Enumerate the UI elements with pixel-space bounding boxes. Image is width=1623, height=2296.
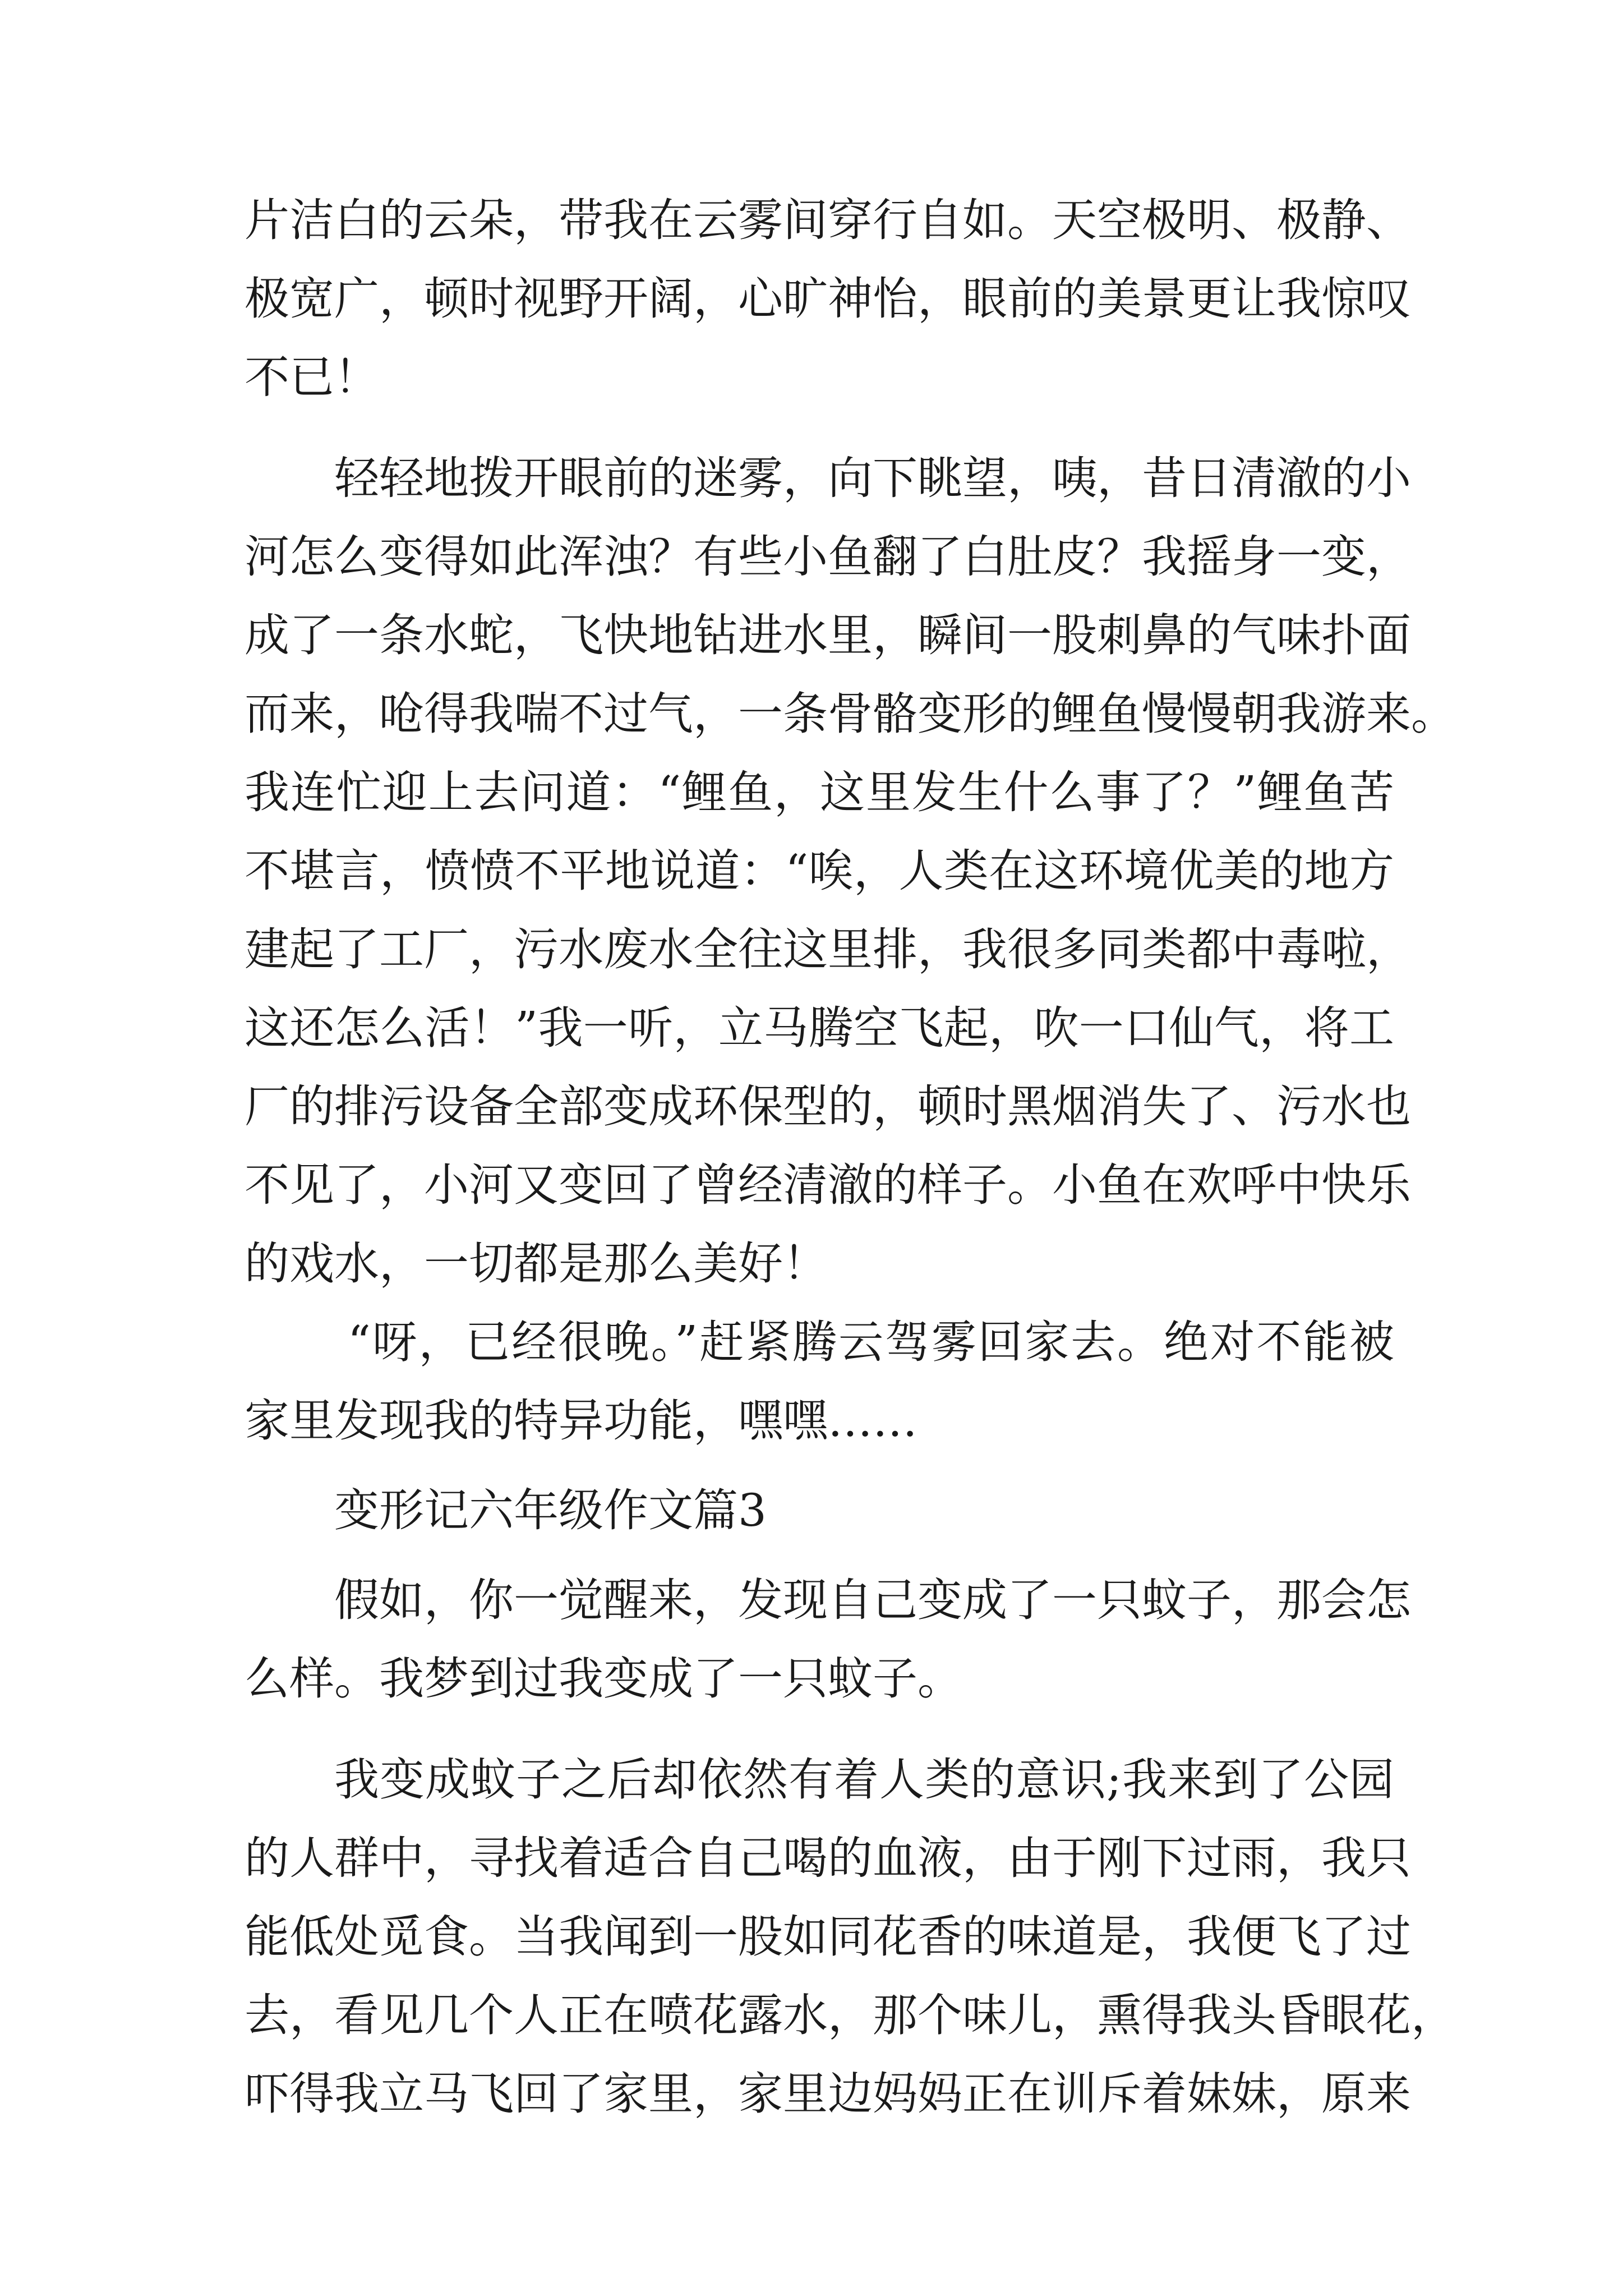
text-line: 不堪言，愤愤不平地说道：“唉，人类在这环境优美的地方: [245, 845, 1394, 897]
section-heading: 变形记六年级作文篇3: [334, 1484, 767, 1536]
text-line: 我变成蚊子之后却依然有着人类的意识;我来到了公园: [334, 1754, 1394, 1806]
text-line: 假如，你一觉醒来，发现自己变成了一只蚊子，那会怎: [334, 1574, 1411, 1626]
text-line: 厂的排污设备全部变成环保型的，顿时黑烟消失了、污水也: [245, 1080, 1411, 1133]
text-line: 去，看见几个人正在喷花露水，那个味儿，熏得我头昏眼花，: [245, 1989, 1456, 2041]
text-line: 极宽广，顿时视野开阔，心旷神怡，眼前的美景更让我惊叹: [245, 273, 1411, 325]
text-line: 不已！: [245, 351, 379, 403]
text-line: 家里发现我的特异功能，嘿嘿……: [245, 1395, 917, 1447]
text-line: 而来，呛得我喘不过气，一条骨骼变形的鲤鱼慢慢朝我游来。: [245, 688, 1456, 740]
text-line: 轻轻地拨开眼前的迷雾，向下眺望，咦，昔日清澈的小: [334, 452, 1411, 504]
text-line: 这还怎么活！”我一听，立马腾空飞起，吹一口仙气，将工: [245, 1002, 1394, 1054]
text-line: 片洁白的云朵，带我在云雾间穿行自如。天空极明、极静、: [245, 194, 1411, 246]
text-line: 河怎么变得如此浑浊？有些小鱼翻了白肚皮？我摇身一变，: [245, 531, 1411, 583]
text-line: 的人群中，寻找着适合自己喝的血液，由于刚下过雨，我只: [245, 1832, 1411, 1884]
text-line: 不见了，小河又变回了曾经清澈的样子。小鱼在欢呼中快乐: [245, 1159, 1411, 1211]
text-line: 成了一条水蛇，飞快地钻进水里，瞬间一股刺鼻的气味扑面: [245, 609, 1411, 661]
text-line: 能低处觅食。当我闻到一股如同花香的味道是，我便飞了过: [245, 1911, 1411, 1963]
text-line: 么样。我梦到过我变成了一只蚊子。: [245, 1653, 962, 1705]
text-line: “呀，已经很晚。”赶紧腾云驾雾回家去。绝对不能被: [348, 1316, 1394, 1368]
text-line: 的戏水，一切都是那么美好！: [245, 1237, 828, 1290]
text-line: 吓得我立马飞回了家里，家里边妈妈正在训斥着妹妹，原来: [245, 2068, 1411, 2120]
text-line: 建起了工厂，污水废水全往这里排，我很多同类都中毒啦，: [245, 923, 1411, 976]
text-line: 我连忙迎上去问道：“鲤鱼，这里发生什么事了？”鲤鱼苦: [245, 766, 1394, 818]
